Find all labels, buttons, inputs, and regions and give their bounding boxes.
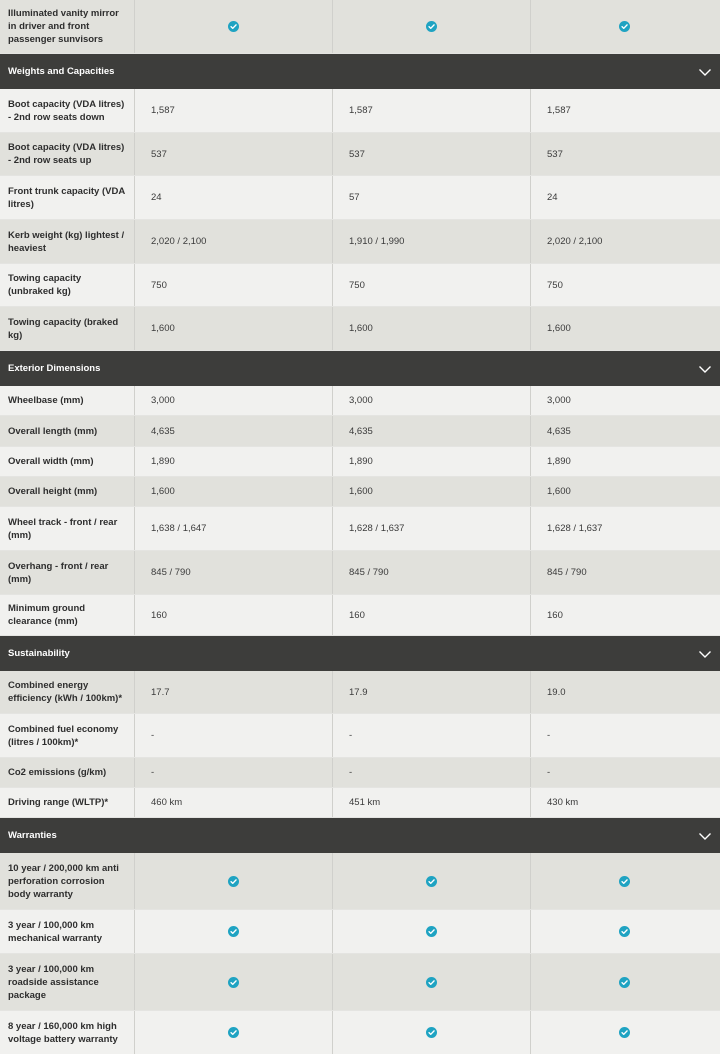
row-value: 1,628 / 1,637 bbox=[547, 523, 603, 534]
row-value bbox=[135, 0, 333, 53]
row-value: 1,890 bbox=[547, 456, 571, 467]
row-value: 1,587 bbox=[333, 89, 531, 132]
table-row bbox=[0, 0, 720, 54]
row-value bbox=[333, 853, 531, 909]
row-value: 3,000 bbox=[547, 395, 571, 406]
row-value: - bbox=[135, 758, 333, 787]
row-value: 537 bbox=[547, 148, 563, 160]
check-circle-icon bbox=[426, 21, 437, 32]
section-title: Exterior Dimensions bbox=[8, 363, 101, 374]
row-label: Combined fuel economy (litres / 100km)* bbox=[0, 714, 135, 757]
row-value bbox=[531, 0, 718, 53]
row-value: 4,635 bbox=[333, 416, 531, 446]
row-value: - bbox=[333, 758, 531, 787]
row-value: - bbox=[547, 730, 551, 741]
row-label: Driving range (WLTP)* bbox=[0, 788, 135, 817]
section-header[interactable] bbox=[0, 351, 720, 386]
check-circle-icon bbox=[619, 876, 630, 887]
row-value: 1,587 bbox=[547, 105, 571, 116]
chevron-down-icon bbox=[698, 831, 712, 841]
row-value bbox=[135, 1011, 333, 1054]
row-value: 24 bbox=[547, 192, 558, 203]
row-value bbox=[135, 954, 333, 1010]
row-value: 2,020 / 2,100 bbox=[547, 236, 603, 247]
row-value: 3,000 bbox=[333, 386, 531, 415]
check-circle-icon bbox=[228, 1027, 239, 1038]
table-row bbox=[0, 788, 720, 818]
table-row bbox=[0, 910, 720, 954]
row-value: 1,628 / 1,637 bbox=[333, 507, 531, 550]
row-value: 750 bbox=[135, 264, 333, 306]
row-value: 3,000 bbox=[135, 386, 333, 415]
table-row bbox=[0, 714, 720, 758]
row-label: Towing capacity (braked kg) bbox=[0, 307, 135, 350]
row-label: Towing capacity (unbraked kg) bbox=[0, 264, 135, 306]
row-value: 845 / 790 bbox=[135, 551, 333, 594]
row-label: Overall width (mm) bbox=[0, 447, 135, 476]
section-title: Weights and Capacities bbox=[8, 66, 115, 77]
row-value: 1,600 bbox=[135, 477, 333, 506]
row-label: 3 year / 100,000 km roadside assistance package bbox=[0, 954, 135, 1010]
check-circle-icon bbox=[228, 21, 239, 32]
row-label: Overhang - front / rear (mm) bbox=[0, 551, 135, 594]
check-circle-icon bbox=[426, 876, 437, 887]
row-label: Front trunk capacity (VDA litres) bbox=[0, 176, 135, 219]
chevron-down-icon bbox=[698, 364, 712, 374]
table-row bbox=[0, 758, 720, 788]
row-label: 10 year / 200,000 km anti perforation corrosion body warranty bbox=[0, 853, 135, 909]
row-value: 4,635 bbox=[547, 425, 571, 437]
row-value: 17.9 bbox=[333, 671, 531, 713]
table-row bbox=[0, 551, 720, 595]
row-value: 750 bbox=[547, 279, 563, 291]
table-row bbox=[0, 671, 720, 714]
row-value: - bbox=[547, 767, 551, 778]
row-label: Illuminated vanity mirror in driver and front passenger sunvisors bbox=[0, 0, 135, 53]
row-value: 160 bbox=[135, 595, 333, 635]
row-label: Kerb weight (kg) lightest / heaviest bbox=[0, 220, 135, 263]
check-circle-icon bbox=[426, 926, 437, 937]
section-header[interactable] bbox=[0, 818, 720, 853]
row-value: 1,600 bbox=[547, 323, 571, 334]
check-circle-icon bbox=[619, 1027, 630, 1038]
table-row bbox=[0, 416, 720, 447]
table-row bbox=[0, 176, 720, 220]
row-value: 1,638 / 1,647 bbox=[135, 507, 333, 550]
section-title: Sustainability bbox=[8, 648, 70, 659]
section-title: Warranties bbox=[8, 830, 57, 841]
row-label: Overall length (mm) bbox=[0, 416, 135, 446]
row-value: 17.7 bbox=[135, 671, 333, 713]
table-row bbox=[0, 307, 720, 351]
chevron-down-icon bbox=[698, 649, 712, 659]
row-value: 1,890 bbox=[333, 447, 531, 476]
row-value: 160 bbox=[333, 595, 531, 635]
table-row bbox=[0, 264, 720, 307]
chevron-down-icon bbox=[698, 67, 712, 77]
check-circle-icon bbox=[619, 21, 630, 32]
check-circle-icon bbox=[426, 977, 437, 988]
table-row bbox=[0, 89, 720, 133]
row-value bbox=[333, 910, 531, 953]
row-label: Wheel track - front / rear (mm) bbox=[0, 507, 135, 550]
check-circle-icon bbox=[228, 977, 239, 988]
row-label: 8 year / 160,000 km high voltage battery warranty bbox=[0, 1011, 135, 1054]
row-value bbox=[135, 910, 333, 953]
row-value: 1,600 bbox=[333, 307, 531, 350]
row-value: 1,910 / 1,990 bbox=[333, 220, 531, 263]
check-circle-icon bbox=[228, 926, 239, 937]
table-row bbox=[0, 954, 720, 1011]
check-circle-icon bbox=[426, 1027, 437, 1038]
check-circle-icon bbox=[619, 926, 630, 937]
table-row bbox=[0, 477, 720, 507]
row-value bbox=[333, 0, 531, 53]
row-value: 24 bbox=[135, 176, 333, 219]
row-label: Co2 emissions (g/km) bbox=[0, 758, 135, 787]
row-label: Combined energy efficiency (kWh / 100km)* bbox=[0, 671, 135, 713]
table-row bbox=[0, 1011, 720, 1054]
row-value bbox=[531, 954, 718, 1010]
section-header[interactable] bbox=[0, 54, 720, 89]
row-label: Boot capacity (VDA litres) - 2nd row seats up bbox=[0, 133, 135, 175]
row-label: Minimum ground clearance (mm) bbox=[0, 595, 135, 635]
row-value: 537 bbox=[333, 133, 531, 175]
row-value: - bbox=[135, 714, 333, 757]
table-row bbox=[0, 595, 720, 636]
row-label: Overall height (mm) bbox=[0, 477, 135, 506]
row-value: 451 km bbox=[333, 788, 531, 817]
row-label: Boot capacity (VDA litres) - 2nd row seats down bbox=[0, 89, 135, 132]
row-value: 1,600 bbox=[135, 307, 333, 350]
row-value: 57 bbox=[333, 176, 531, 219]
table-row bbox=[0, 507, 720, 551]
row-value bbox=[333, 954, 531, 1010]
table-row bbox=[0, 220, 720, 264]
row-value: 537 bbox=[135, 133, 333, 175]
row-value bbox=[135, 853, 333, 909]
table-row bbox=[0, 133, 720, 176]
table-row bbox=[0, 853, 720, 910]
row-value: 19.0 bbox=[547, 686, 566, 698]
row-value: 4,635 bbox=[135, 416, 333, 446]
row-label: Wheelbase (mm) bbox=[0, 386, 135, 415]
row-value bbox=[531, 853, 718, 909]
row-value: 460 km bbox=[135, 788, 333, 817]
row-value: 1,587 bbox=[135, 89, 333, 132]
check-circle-icon bbox=[228, 876, 239, 887]
check-circle-icon bbox=[619, 977, 630, 988]
row-value: 430 km bbox=[547, 797, 579, 808]
row-value bbox=[531, 910, 718, 953]
row-label: 3 year / 100,000 km mechanical warranty bbox=[0, 910, 135, 953]
row-value: 2,020 / 2,100 bbox=[135, 220, 333, 263]
section-header[interactable] bbox=[0, 636, 720, 671]
row-value bbox=[333, 1011, 531, 1054]
row-value: 1,600 bbox=[547, 486, 571, 497]
table-row bbox=[0, 386, 720, 416]
row-value: - bbox=[333, 714, 531, 757]
row-value bbox=[531, 1011, 718, 1054]
row-value: 160 bbox=[547, 609, 563, 621]
row-value: 750 bbox=[333, 264, 531, 306]
row-value: 845 / 790 bbox=[547, 567, 587, 578]
row-value: 1,600 bbox=[333, 477, 531, 506]
row-value: 845 / 790 bbox=[333, 551, 531, 594]
table-row bbox=[0, 447, 720, 477]
row-value: 1,890 bbox=[135, 447, 333, 476]
